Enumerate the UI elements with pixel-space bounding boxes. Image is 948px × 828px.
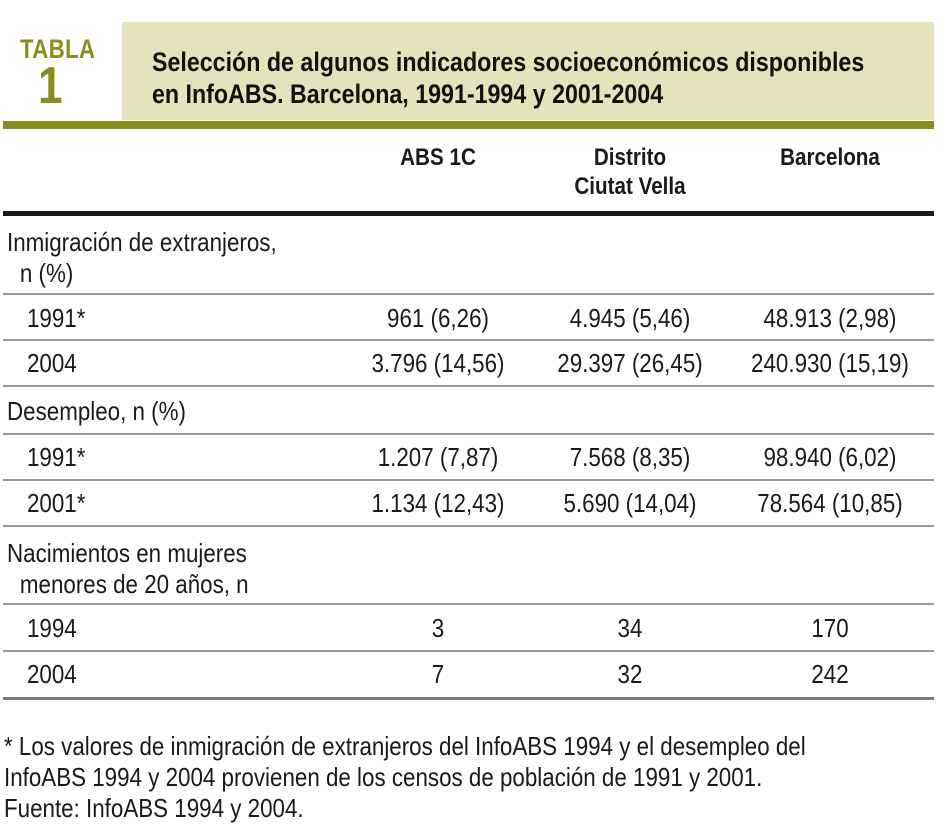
table-cell: 34 bbox=[617, 613, 643, 643]
section-label-line-2: n (%) bbox=[19, 258, 74, 288]
row-divider bbox=[3, 525, 934, 527]
table-cell: 240.930 (15,19) bbox=[751, 348, 909, 378]
column-header-distrito-line-1: Distrito bbox=[593, 144, 667, 171]
table-cell: 4.945 (5,46) bbox=[569, 303, 691, 333]
table-cell: 1.207 (7,87) bbox=[377, 442, 499, 472]
section-label-line-2: menores de 20 años, n bbox=[19, 569, 249, 599]
section-label-nacimientos bbox=[7, 538, 249, 600]
section-label-desempleo: Desempleo, n (%) bbox=[7, 396, 186, 426]
row-label: 1994 bbox=[27, 613, 77, 643]
row-divider bbox=[3, 650, 934, 652]
row-label: 1991* bbox=[27, 442, 86, 472]
column-header-divider bbox=[3, 211, 934, 216]
table-cell: 3.796 (14,56) bbox=[371, 348, 505, 378]
table-title bbox=[152, 46, 892, 110]
header-divider bbox=[3, 121, 934, 129]
footnote-line-2: InfoABS 1994 y 2004 provienen de los censos de población de 1991 y 2001. bbox=[4, 762, 763, 792]
table-label-number: 1 bbox=[38, 57, 63, 115]
section-label-line-1: Inmigración de extranjeros, bbox=[7, 227, 277, 257]
row-label: 2004 bbox=[27, 348, 77, 378]
table-label bbox=[0, 0, 122, 120]
footnote-source: Fuente: InfoABS 1994 y 2004. bbox=[4, 793, 304, 823]
table-cell: 32 bbox=[617, 659, 643, 689]
row-label: 2004 bbox=[27, 659, 77, 689]
row-label: 2001* bbox=[27, 488, 86, 518]
column-header-distrito bbox=[518, 143, 742, 201]
row-divider bbox=[3, 603, 934, 605]
table-cell: 7 bbox=[431, 659, 445, 689]
section-label-inmigracion bbox=[7, 227, 277, 289]
table-bottom-border bbox=[3, 697, 934, 700]
section-label-line-1: Nacimientos en mujeres bbox=[7, 538, 247, 568]
table-cell: 3 bbox=[431, 613, 445, 643]
table-cell: 170 bbox=[811, 613, 849, 643]
column-header-barcelona: Barcelona bbox=[780, 144, 880, 171]
table-cell: 5.690 (14,04) bbox=[563, 488, 697, 518]
table-cell: 48.913 (2,98) bbox=[763, 303, 897, 333]
table-cell: 242 bbox=[811, 659, 849, 689]
row-divider bbox=[3, 433, 934, 435]
row-divider bbox=[3, 293, 934, 295]
row-divider bbox=[3, 339, 934, 341]
footnote-line-1: * Los valores de inmigración de extranjeros del InfoABS 1994 y el desempleo del bbox=[4, 731, 806, 761]
row-label: 1991* bbox=[27, 303, 86, 333]
table-cell: 961 (6,26) bbox=[387, 303, 489, 333]
table-cell: 98.940 (6,02) bbox=[763, 442, 897, 472]
table-cell: 29.397 (26,45) bbox=[557, 348, 703, 378]
table-title-box bbox=[122, 22, 934, 120]
column-header-abs-1c: ABS 1C bbox=[400, 144, 476, 171]
table-label-word: TABLA bbox=[20, 34, 96, 64]
table-title-line-2: en InfoABS. Barcelona, 1991-1994 y 2001-2004 bbox=[152, 79, 664, 109]
table-cell: 1.134 (12,43) bbox=[371, 488, 505, 518]
table-title-line-1: Selección de algunos indicadores socioeconómicos disponibles bbox=[152, 47, 865, 77]
row-divider bbox=[3, 385, 934, 387]
table-cell: 78.564 (10,85) bbox=[757, 488, 903, 518]
row-divider bbox=[3, 479, 934, 481]
table-cell: 7.568 (8,35) bbox=[569, 442, 691, 472]
column-header-distrito-line-2: Ciutat Vella bbox=[574, 173, 686, 200]
